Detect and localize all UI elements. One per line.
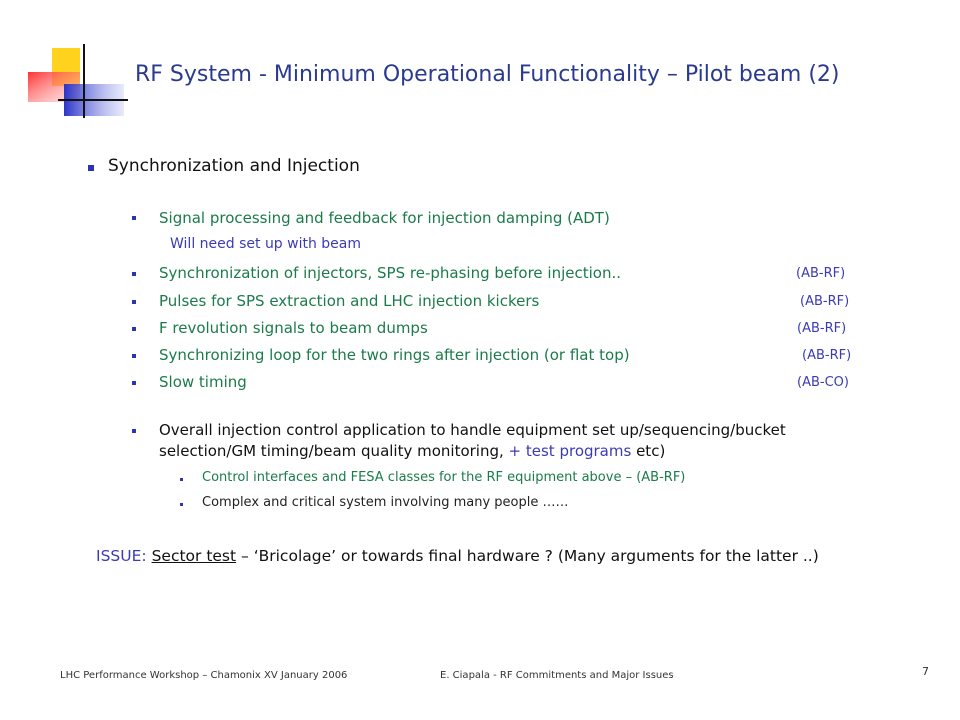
list-item: Signal processing and feedback for injection damping (ADT): [159, 209, 610, 227]
sub-item: Complex and critical system involving many people ……: [202, 495, 569, 510]
overall-line-2: [159, 442, 665, 460]
overall-test-programs: + test programs: [508, 442, 632, 460]
bullet-icon: [132, 216, 136, 220]
footer-center: E. Ciapala - RF Commitments and Major Issues: [440, 670, 674, 681]
list-item-tag: (AB-RF): [797, 321, 847, 336]
bullet-icon: [88, 165, 94, 171]
bullet-icon: [132, 354, 136, 358]
list-item: Slow timing: [159, 373, 247, 391]
bullet-icon: [180, 503, 183, 506]
slide-logo-decoration: [0, 0, 140, 130]
overall-line-1: Overall injection control application to handle equipment set up/sequencing/bucket: [159, 421, 786, 439]
list-item: F revolution signals to beam dumps: [159, 319, 428, 337]
list-item-tag: (AB-RF): [800, 294, 850, 309]
section-heading: Synchronization and Injection: [108, 156, 360, 176]
bullet-icon: [180, 478, 183, 481]
list-item-tag: (AB-RF): [796, 266, 846, 281]
list-item: Pulses for SPS extraction and LHC injection kickers: [159, 292, 540, 310]
bullet-icon: [132, 300, 136, 304]
issue-label: ISSUE:: [96, 547, 147, 565]
sub-item: Control interfaces and FESA classes for the RF equipment above – (AB-RF): [202, 470, 686, 485]
list-item-tag: (AB-RF): [802, 348, 852, 363]
bullet-icon: [132, 381, 136, 385]
list-item: Synchronizing loop for the two rings after injection (or flat top): [159, 346, 630, 364]
issue-line: [96, 547, 819, 565]
footer-left: LHC Performance Workshop – Chamonix XV January 2006: [60, 670, 348, 681]
bullet-icon: [132, 429, 136, 433]
slide-title: RF System - Minimum Operational Functionality – Pilot beam (2): [135, 62, 840, 87]
list-item-note: Will need set up with beam: [170, 236, 362, 252]
issue-rest: – ‘Bricolage’ or towards final hardware ? (Many arguments for the latter ..): [236, 547, 819, 565]
bullet-icon: [132, 272, 136, 276]
overall-line-2-c: etc): [631, 442, 666, 460]
page-number: 7: [922, 665, 929, 678]
bullet-icon: [132, 327, 136, 331]
overall-line-2-a: selection/GM timing/beam quality monitoring,: [159, 442, 509, 460]
list-item: Synchronization of injectors, SPS re-phasing before injection..: [159, 264, 621, 282]
list-item-tag: (AB-CO): [797, 375, 849, 390]
issue-sector-test: Sector test: [151, 547, 237, 565]
